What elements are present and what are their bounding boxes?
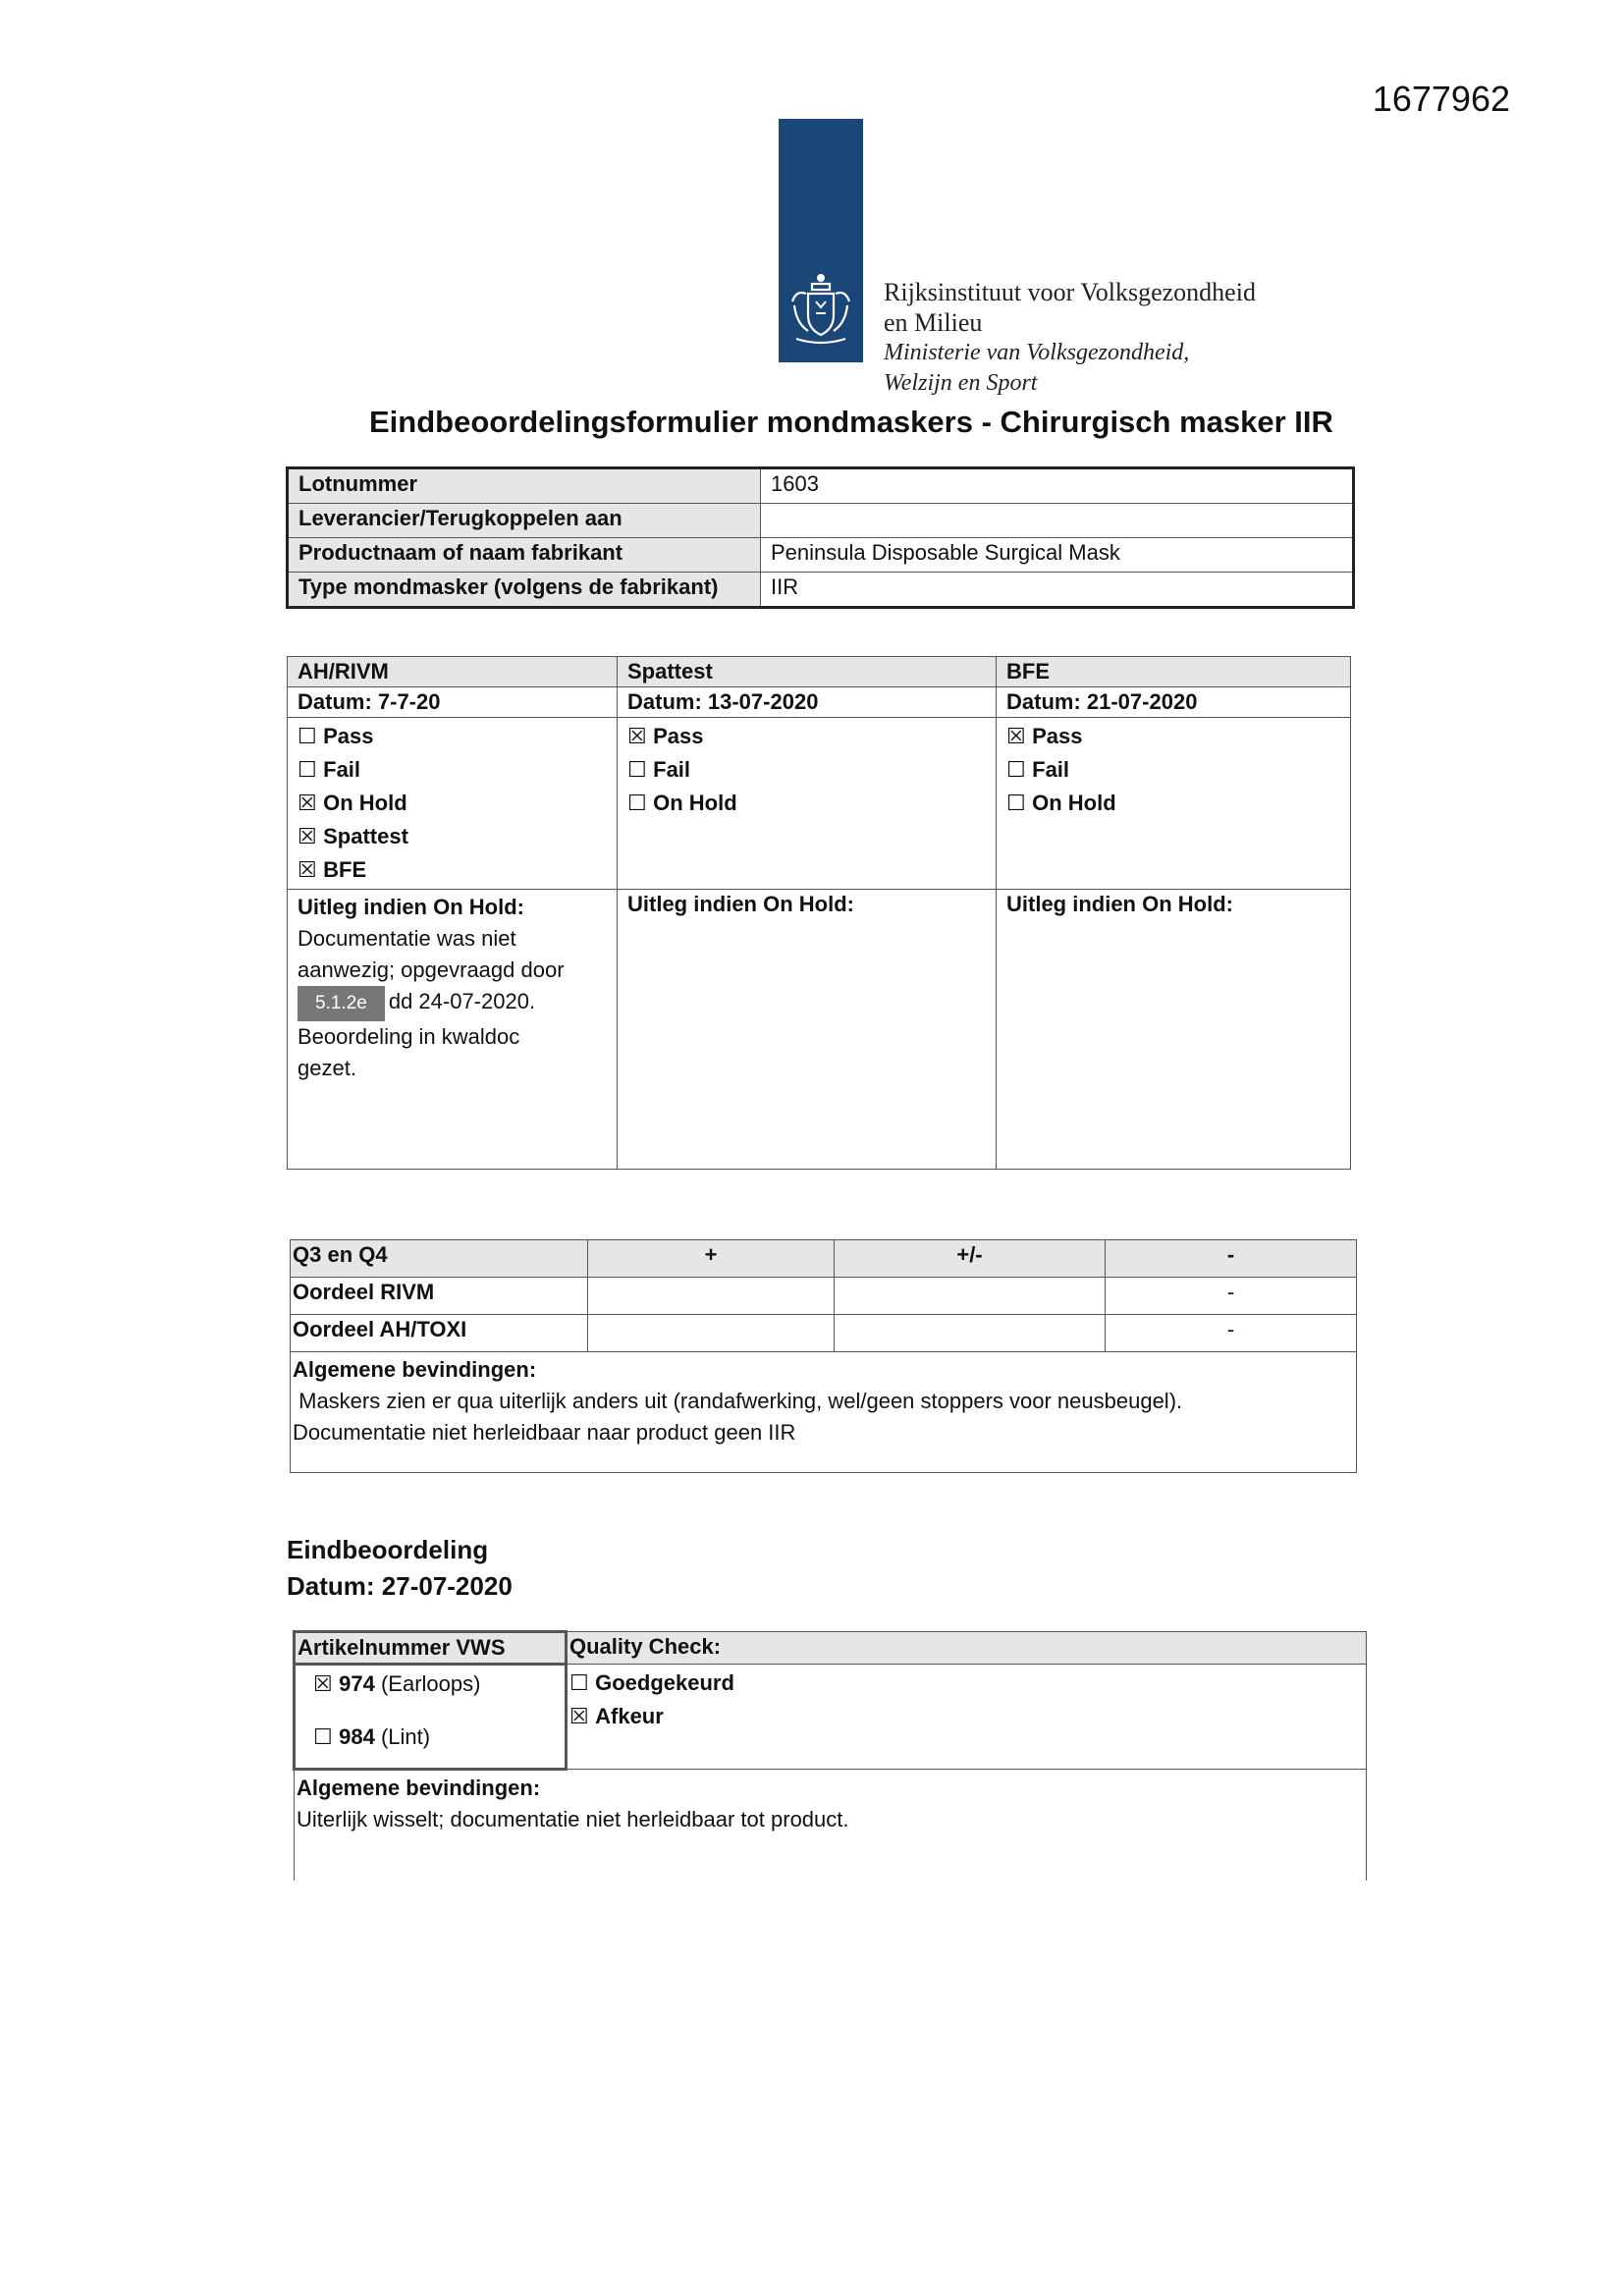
findings-line: Maskers zien er qua uiterlijk anders uit (randafwerking, wel/geen stoppers voor neusbeugel). [293,1389,1183,1413]
qc-label: Afkeur [595,1704,664,1728]
organization-name [884,277,1256,399]
ah-rivm-date: Datum: 7-7-20 [288,687,618,718]
article-desc: (Earloops) [374,1671,481,1696]
q-header-plus: + [588,1240,835,1278]
org-line-4: Welzijn en Sport [884,370,1038,396]
info-value: 1603 [761,468,1354,504]
check-label: BFE [323,857,367,882]
article-options [295,1665,567,1770]
final-assessment-heading: Eindbeoordeling [287,1535,489,1564]
check-label: Fail [653,757,691,782]
checkbox-icon: ☐ [627,791,647,815]
assessment-table [290,1239,1357,1473]
findings-line: Documentatie niet herleidbaar naar product geen IIR [293,1420,796,1445]
check-label: On Hold [323,791,407,815]
explanation-line: Beoordeling in kwaldoc [298,1024,520,1049]
info-row [288,468,1354,504]
org-line-3: Ministerie van Volksgezondheid, [884,340,1190,365]
check-item [627,787,986,820]
quality-check-header: Quality Check: [567,1632,1367,1665]
checkbox-icon: ☒ [1006,724,1026,748]
q-cell-plusminus [835,1315,1106,1352]
check-label: Pass [1032,724,1083,748]
q-cell-plus [588,1315,835,1352]
check-label: On Hold [653,791,737,815]
check-label: On Hold [1032,791,1116,815]
org-line-2: en Milieu [884,308,983,337]
explanation-line: Documentatie was niet [298,926,516,951]
checkbox-icon: ☒ [569,1704,589,1728]
q-header-label: Q3 en Q4 [291,1240,588,1278]
article-desc: (Lint) [374,1724,431,1749]
explanation-label: Uitleg indien On Hold: [298,895,524,919]
final-findings [295,1770,1367,1882]
crest-icon [779,262,863,351]
bfe-header: BFE [997,657,1351,687]
article-item [313,1721,555,1754]
spattest-explanation [618,890,997,1170]
ah-rivm-explanation [288,890,618,1170]
bfe-explanation [997,890,1351,1170]
check-item [298,820,607,853]
findings-text: Uiterlijk wisselt; documentatie niet herleidbaar tot product. [297,1807,849,1831]
info-row [288,573,1354,608]
explanation-line [298,986,607,1021]
checkbox-icon: ☐ [569,1670,589,1695]
quality-check-options [567,1665,1367,1770]
q-cell-minus: - [1106,1278,1357,1315]
check-item [298,853,607,887]
explanation-text: dd 24-07-2020. [388,989,536,1013]
q-header-minus: - [1106,1240,1357,1278]
qc-label: Goedgekeurd [595,1670,734,1695]
article-item [313,1667,555,1701]
org-line-1: Rijksinstituut voor Volksgezondheid [884,278,1256,306]
checkbox-icon: ☐ [627,757,647,782]
q-cell-minus: - [1106,1315,1357,1352]
qc-item [569,1700,1356,1733]
checkbox-icon: ☐ [313,1724,333,1749]
ah-rivm-header: AH/RIVM [288,657,618,687]
explanation-label: Uitleg indien On Hold: [627,892,854,916]
ah-rivm-checks [288,718,618,890]
q-row-label: Oordeel RIVM [291,1278,588,1315]
info-label: Type mondmasker (volgens de fabrikant) [288,573,761,608]
check-item [298,753,607,787]
article-number: 974 [339,1671,375,1696]
spattest-header: Spattest [618,657,997,687]
article-number: 984 [339,1724,375,1749]
info-row [288,504,1354,538]
info-value: IIR [761,573,1354,608]
spattest-date: Datum: 13-07-2020 [618,687,997,718]
info-label: Productnaam of naam fabrikant [288,538,761,573]
checkbox-icon: ☐ [1006,757,1026,782]
q-cell-plusminus [835,1278,1106,1315]
explanation-line: gezet. [298,1056,356,1080]
check-label: Pass [653,724,704,748]
info-value [761,504,1354,538]
bfe-checks [997,718,1351,890]
check-label: Fail [1032,757,1070,782]
qc-item [569,1667,1356,1700]
check-label: Pass [323,724,374,748]
explanation-label: Uitleg indien On Hold: [1006,892,1233,916]
final-assessment-date: Datum: 27-07-2020 [287,1571,513,1601]
product-info-table [286,466,1355,609]
check-item [1006,753,1340,787]
info-label: Lotnummer [288,468,761,504]
check-item [627,720,986,753]
check-item [627,753,986,787]
checkbox-icon: ☒ [298,857,317,882]
checkbox-icon: ☒ [298,791,317,815]
rijksoverheid-logo [779,119,863,362]
q-cell-plus [588,1278,835,1315]
checkbox-icon: ☐ [298,757,317,782]
bfe-date: Datum: 21-07-2020 [997,687,1351,718]
info-row [288,538,1354,573]
form-title: Eindbeoordelingsformulier mondmaskers - Chirurgisch masker IIR [369,405,1333,439]
q-header-plusminus: +/- [835,1240,1106,1278]
general-findings [291,1352,1357,1473]
check-item [1006,720,1340,753]
test-results-table [287,656,1351,1170]
q-row-label: Oordeel AH/TOXI [291,1315,588,1352]
check-label: Fail [323,757,361,782]
info-label: Leverancier/Terugkoppelen aan [288,504,761,538]
redaction-mark: 5.1.2e [298,986,385,1021]
check-item [298,787,607,820]
checkbox-icon: ☒ [313,1671,333,1696]
final-assessment-table [293,1630,1367,1881]
document-number: 1677962 [1372,79,1510,119]
checkbox-icon: ☒ [627,724,647,748]
check-item [1006,787,1340,820]
findings-label: Algemene bevindingen: [293,1357,537,1382]
checkbox-icon: ☐ [298,724,317,748]
explanation-line: aanwezig; opgevraagd door [298,957,565,982]
article-number-header: Artikelnummer VWS [295,1632,567,1665]
check-label: Spattest [323,824,408,848]
check-item [298,720,607,753]
spattest-checks [618,718,997,890]
findings-label: Algemene bevindingen: [297,1776,541,1800]
info-value: Peninsula Disposable Surgical Mask [761,538,1354,573]
checkbox-icon: ☒ [298,824,317,848]
checkbox-icon: ☐ [1006,791,1026,815]
